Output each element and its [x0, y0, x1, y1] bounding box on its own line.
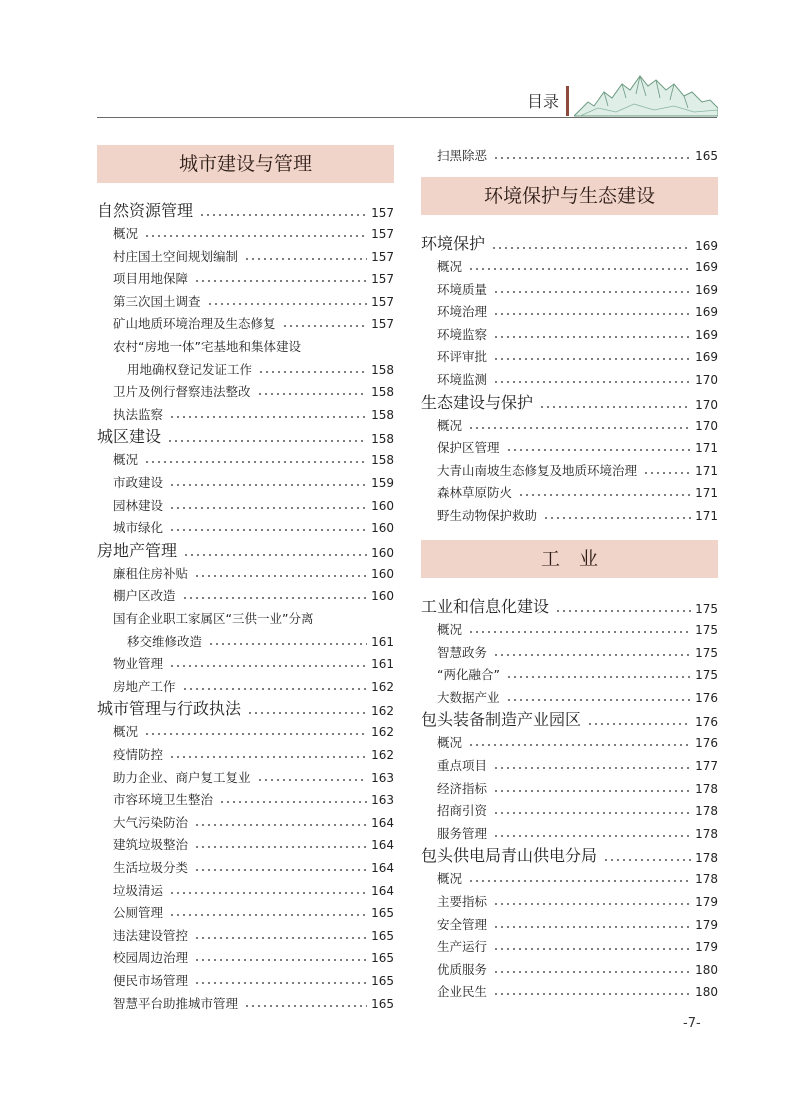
toc-dot-leader [182, 597, 368, 599]
toc-dot-leader [555, 610, 691, 612]
toc-entry-label: 城市绿化 [113, 520, 164, 536]
toc-section-entry [421, 708, 718, 730]
toc-entry-label: 房地产工作 [113, 678, 176, 694]
toc-entry [97, 924, 394, 944]
toc-entry [421, 618, 718, 638]
section-banner-industry: 工 业 [421, 540, 718, 578]
toc-dot-leader [169, 665, 367, 667]
toc-dot-leader [258, 371, 367, 373]
toc-dot-leader [506, 676, 691, 678]
toc-page-number: 180 [695, 962, 718, 977]
toc-entry [97, 335, 394, 355]
toc-page-number: 157 [371, 206, 394, 220]
toc-entry [421, 481, 718, 501]
toc-entry [421, 641, 718, 661]
toc-page-number: 178 [695, 851, 718, 866]
toc-entry-label: 环境质量 [437, 281, 488, 297]
toc-dot-leader [169, 416, 367, 418]
toc-dot-leader [493, 971, 691, 973]
toc-entry [97, 992, 394, 1012]
toc-dot-leader [493, 903, 691, 905]
toc-entry-label: 矿山地质环境治理及生态修复 [113, 316, 276, 332]
toc-entry [421, 799, 718, 819]
toc-page-number: 164 [371, 861, 394, 875]
page-number: -7- [683, 1016, 701, 1031]
toc-page-number: 164 [371, 883, 394, 898]
toc-dot-leader [194, 846, 367, 848]
toc-dot-leader [493, 313, 691, 315]
toc-dot-leader [169, 756, 367, 758]
toc-entry [97, 743, 394, 763]
toc-entry-label: 自然资源管理 [97, 201, 194, 220]
toc-entry-label: 疫情防控 [113, 747, 164, 762]
toc-page-number: 160 [371, 589, 394, 604]
toc-page-number: 179 [695, 917, 718, 932]
toc-entry [421, 731, 718, 751]
toc-dot-leader [244, 258, 367, 260]
toc-page-number: 170 [695, 373, 718, 387]
toc-dot-leader [468, 631, 691, 633]
toc-entry [421, 777, 718, 797]
toc-entry [97, 312, 394, 332]
toc-page-number: 171 [695, 441, 718, 456]
toc-page-number: 157 [371, 249, 394, 264]
toc-page-number: 177 [695, 759, 718, 773]
toc-entry-label: 野生动物保护救助 [437, 508, 538, 523]
toc-page-number: 176 [695, 715, 718, 730]
toc-dot-leader [208, 643, 367, 645]
toc-entry-label: 便民市场管理 [113, 973, 189, 988]
toc-page-number: 160 [371, 521, 394, 536]
toc-page-number: 158 [371, 362, 394, 377]
toc-section-entry [97, 425, 394, 447]
toc-dot-leader [468, 268, 691, 270]
toc-page-number: 165 [371, 906, 394, 921]
toc-entry [97, 833, 394, 853]
toc-page-number: 163 [371, 793, 394, 808]
toc-entry-label: 概况 [437, 417, 463, 433]
toc-entry [421, 255, 718, 275]
toc-entry-label: 移交维修改造 [127, 633, 203, 649]
toc-entry [421, 980, 718, 1000]
toc-dot-leader [144, 235, 367, 237]
toc-entry [97, 969, 394, 989]
toc-entry-label: 生活垃圾分类 [113, 860, 189, 875]
toc-entry-label: 大数据产业 [437, 689, 500, 705]
toc-entry [97, 403, 394, 423]
toc-page-number: 169 [695, 350, 718, 365]
toc-entry-label: 垃圾清运 [113, 882, 164, 898]
toc-entry [97, 290, 394, 310]
toc-entry-label: 企业民生 [437, 984, 488, 1000]
toc-dot-leader [491, 247, 691, 249]
toc-dot-leader [493, 654, 691, 656]
toc-section-entry [421, 391, 718, 413]
toc-dot-leader [493, 790, 691, 792]
toc-page-number: 171 [695, 486, 718, 501]
toc-dot-leader [493, 948, 691, 950]
toc-section-entry [97, 539, 394, 561]
toc-page-number: 176 [695, 736, 718, 751]
toc-entry-label: 项目用地保障 [113, 271, 189, 287]
toc-entry [97, 788, 394, 808]
toc-dot-leader [169, 914, 367, 916]
toc-entry-label: 优质服务 [437, 961, 488, 977]
toc-page-number: 169 [695, 260, 718, 274]
toc-entry-label: 扫黑除恶 [437, 148, 488, 163]
toc-entry-label: 生态建设与保护 [421, 392, 534, 412]
toc-page-number: 160 [371, 545, 394, 560]
toc-entry [97, 584, 394, 604]
toc-page-number: 175 [695, 668, 718, 683]
toc-entry-label: 校园周边治理 [113, 950, 189, 966]
toc-entry [97, 607, 394, 627]
toc-page-number: 160 [371, 498, 394, 513]
toc-dot-leader [543, 517, 691, 519]
toc-dot-leader [493, 358, 691, 360]
toc-entry [97, 879, 394, 899]
toc-entry [97, 562, 394, 582]
toc-entry [97, 901, 394, 921]
toc-page-number: 169 [695, 305, 718, 320]
toc-entry-label: 城市管理与行政执法 [97, 699, 242, 719]
toc-entry-label: 环境监察 [437, 326, 488, 342]
toc-entry [421, 935, 718, 955]
toc-page-number: 170 [695, 397, 718, 412]
toc-page-number: 157 [371, 272, 394, 287]
toc-dot-leader [257, 393, 368, 395]
toc-entry-label: 保护区管理 [437, 440, 500, 456]
toc-entry-label: 森林草原防火 [437, 485, 513, 501]
toc-entry-label: 智慧政务 [437, 644, 488, 660]
toc-dot-leader [194, 982, 367, 984]
toc-dot-leader [199, 214, 367, 216]
toc-entry [97, 471, 394, 491]
toc-dot-leader [244, 1005, 367, 1007]
toc-dot-leader [194, 869, 367, 871]
toc-dot-leader [194, 959, 367, 961]
toc-page-number: 165 [371, 928, 394, 943]
toc-page-number: 158 [371, 432, 394, 447]
toc-entry-label: 包头供电局青山供电分局 [421, 846, 598, 866]
toc-dot-leader [247, 712, 367, 714]
toc-dot-leader [194, 937, 367, 939]
toc-page-number: 161 [371, 634, 394, 649]
toc-entry-label: 棚户区改造 [113, 588, 176, 604]
toc-page-number: 165 [371, 996, 394, 1011]
toc-page-number: 178 [695, 872, 718, 887]
toc-page-number: 175 [695, 602, 718, 616]
toc-dot-leader [506, 449, 692, 451]
toc-entry-label: 重点项目 [437, 758, 488, 773]
toc-entry [421, 913, 718, 933]
toc-entry [421, 958, 718, 978]
toc-entry-label: 智慧平台助推城市管理 [113, 995, 239, 1011]
toc-entry-label: “两化融合” [437, 667, 500, 683]
toc-dot-leader [194, 280, 367, 282]
toc-entry [97, 358, 394, 378]
toc-entry [421, 867, 718, 887]
toc-dot-leader [643, 472, 691, 474]
toc-page-number: 163 [371, 770, 394, 785]
toc-page-number: 171 [695, 509, 718, 523]
toc-entry-label: 城区建设 [97, 427, 162, 447]
toc-section-entry [97, 199, 394, 221]
toc-page-number: 178 [695, 826, 718, 841]
toc-entry [97, 448, 394, 468]
toc-entry-label: 环境保护 [421, 234, 486, 253]
toc-page-number: 169 [695, 327, 718, 342]
toc-dot-leader [493, 812, 691, 814]
toc-dot-leader [169, 484, 367, 486]
toc-entry-label: 市政建设 [113, 475, 164, 490]
toc-entry [97, 222, 394, 242]
toc-entry-label: 服务管理 [437, 825, 488, 841]
mountain-illustration [574, 68, 718, 118]
toc-dot-leader [282, 325, 368, 327]
toc-entry-label: 概况 [437, 871, 463, 887]
toc-page-number: 178 [695, 804, 718, 819]
toc-entry-label: 工业和信息化建设 [421, 597, 550, 616]
toc-entry-label: 第三次国土调查 [113, 293, 201, 309]
toc-page-number: 159 [371, 476, 394, 490]
toc-dot-leader [506, 699, 692, 701]
toc-entry-label: 概况 [437, 259, 463, 274]
toc-entry-label: 公厕管理 [113, 905, 164, 921]
toc-entry [421, 278, 718, 298]
toc-dot-leader [493, 767, 691, 769]
toc-entry [421, 890, 718, 910]
toc-entry [421, 663, 718, 683]
toc-entry-label: 概况 [113, 226, 139, 241]
toc-entry [97, 245, 394, 265]
toc-entry-label: 生产运行 [437, 939, 488, 955]
toc-entry-label: 环评审批 [437, 349, 488, 365]
toc-page-number: 179 [695, 940, 718, 955]
toc-dot-leader [144, 461, 367, 463]
toc-entry-label: 概况 [437, 622, 463, 637]
toc-entry-label: 经济指标 [437, 780, 488, 796]
toc-page-number: 162 [371, 748, 394, 762]
toc-entry [421, 323, 718, 343]
toc-page-number: 161 [371, 657, 394, 672]
toc-dot-leader [493, 291, 691, 293]
toc-dot-leader [219, 801, 367, 803]
toc-dot-leader [493, 157, 691, 159]
toc-page-number: 180 [695, 985, 718, 1000]
toc-entry [97, 267, 394, 287]
toc-dot-leader [194, 824, 367, 826]
toc-entry-label: 卫片及例行督察违法整改 [113, 384, 251, 400]
toc-entry-label: 用地确权登记发证工作 [127, 361, 253, 377]
toc-entry-label: 大青山南坡生态修复及地质环境治理 [437, 462, 638, 478]
toc-page-number: 165 [371, 951, 394, 966]
toc-page-number: 164 [371, 815, 394, 830]
toc-section-entry [421, 232, 718, 254]
toc-dot-leader [493, 381, 691, 383]
toc-page-number: 160 [371, 566, 394, 581]
toc-entry-label: 园林建设 [113, 497, 164, 513]
toc-entry [97, 946, 394, 966]
toc-entry [97, 766, 394, 786]
toc-dot-leader [493, 835, 691, 837]
toc-entry-label: 安全管理 [437, 916, 488, 932]
header-section-label: 目录 [527, 92, 560, 111]
toc-entry [97, 380, 394, 400]
toc-entry-label: 招商引资 [437, 803, 488, 819]
toc-page-number: 157 [371, 317, 394, 332]
toc-page-number: 165 [371, 974, 394, 988]
toc-page-number: 169 [695, 239, 718, 253]
toc-dot-leader [182, 688, 368, 690]
toc-entry-label: 农村“房地一体”宅基地和集体建设 [113, 339, 301, 354]
header-accent-bar [566, 86, 569, 116]
toc-page-number: 157 [371, 227, 394, 241]
toc-entry-label: 违法建设管控 [113, 927, 189, 943]
toc-page-number: 175 [695, 645, 718, 660]
header-rule [97, 117, 717, 118]
toc-dot-leader [493, 926, 691, 928]
toc-entry-label: 廉租住房补贴 [113, 565, 189, 581]
toc-entry [421, 345, 718, 365]
toc-page-number: 164 [371, 838, 394, 853]
toc-dot-leader [493, 993, 691, 995]
toc-dot-leader [493, 336, 691, 338]
toc-entry [97, 630, 394, 650]
toc-entry [421, 144, 718, 164]
toc-entry-label: 包头装备制造产业园区 [421, 710, 582, 730]
toc-page-number: 178 [695, 781, 718, 796]
toc-entry-label: 概况 [113, 452, 139, 468]
toc-dot-leader [468, 880, 691, 882]
toc-dot-leader [169, 529, 367, 531]
toc-dot-leader [539, 406, 691, 408]
toc-entry [421, 414, 718, 434]
toc-page-number: 171 [695, 463, 718, 478]
toc-entry-label: 村庄国土空间规划编制 [113, 248, 239, 264]
toc-page-number: 157 [371, 294, 394, 309]
toc-entry-label: 房地产管理 [97, 540, 178, 560]
toc-page-number: 162 [371, 725, 394, 740]
toc-page-number: 169 [695, 282, 718, 297]
toc-entry-label: 执法监察 [113, 406, 164, 422]
toc-page-number: 179 [695, 895, 718, 909]
toc-entry [97, 811, 394, 831]
toc-dot-leader [603, 859, 691, 861]
toc-entry [97, 516, 394, 536]
toc-entry-label: 概况 [113, 724, 139, 740]
toc-dot-leader [468, 427, 691, 429]
section-banner-urban: 城市建设与管理 [97, 145, 394, 183]
toc-entry-label: 国有企业职工家属区“三供一业”分离 [113, 611, 314, 626]
toc-page-number: 176 [695, 690, 718, 705]
toc-section-entry [421, 595, 718, 617]
section-banner-environment: 环境保护与生态建设 [421, 177, 718, 215]
toc-dot-leader [257, 779, 368, 781]
toc-entry [97, 652, 394, 672]
toc-section-entry [97, 697, 394, 719]
toc-entry [421, 504, 718, 524]
toc-page-number: 162 [371, 679, 394, 694]
toc-entry [421, 754, 718, 774]
toc-entry-label: 环境监测 [437, 372, 488, 387]
toc-entry-label: 概况 [437, 735, 463, 751]
toc-page-number: 162 [371, 704, 394, 719]
toc-dot-leader [207, 303, 368, 305]
toc-entry [421, 686, 718, 706]
toc-page-number: 170 [695, 418, 718, 433]
toc-entry-label: 环境治理 [437, 304, 488, 320]
toc-page-number: 175 [695, 623, 718, 637]
toc-entry [421, 368, 718, 388]
toc-section-entry [421, 844, 718, 866]
toc-dot-leader [169, 507, 367, 509]
toc-dot-leader [167, 440, 367, 442]
toc-entry [97, 675, 394, 695]
toc-dot-leader [183, 554, 367, 556]
toc-entry [421, 436, 718, 456]
toc-entry [97, 720, 394, 740]
toc-entry-label: 主要指标 [437, 894, 488, 909]
toc-dot-leader [144, 733, 367, 735]
toc-page-number: 158 [371, 385, 394, 400]
toc-page-number: 158 [371, 453, 394, 468]
toc-entry [421, 822, 718, 842]
toc-dot-leader [468, 744, 691, 746]
toc-page-number: 158 [371, 407, 394, 422]
toc-entry [97, 856, 394, 876]
toc-entry [421, 300, 718, 320]
toc-dot-leader [194, 575, 367, 577]
toc-entry-label: 大气污染防治 [113, 814, 189, 830]
toc-entry [97, 494, 394, 514]
toc-entry-label: 助力企业、商户复工复业 [113, 769, 251, 785]
toc-entry [421, 459, 718, 479]
toc-dot-leader [587, 723, 691, 725]
toc-entry-label: 物业管理 [113, 656, 164, 672]
toc-entry-label: 市容环境卫生整治 [113, 792, 214, 808]
toc-entry-label: 建筑垃圾整治 [113, 837, 189, 853]
toc-dot-leader [518, 494, 691, 496]
toc-page-number: 165 [695, 149, 718, 163]
toc-dot-leader [169, 892, 367, 894]
